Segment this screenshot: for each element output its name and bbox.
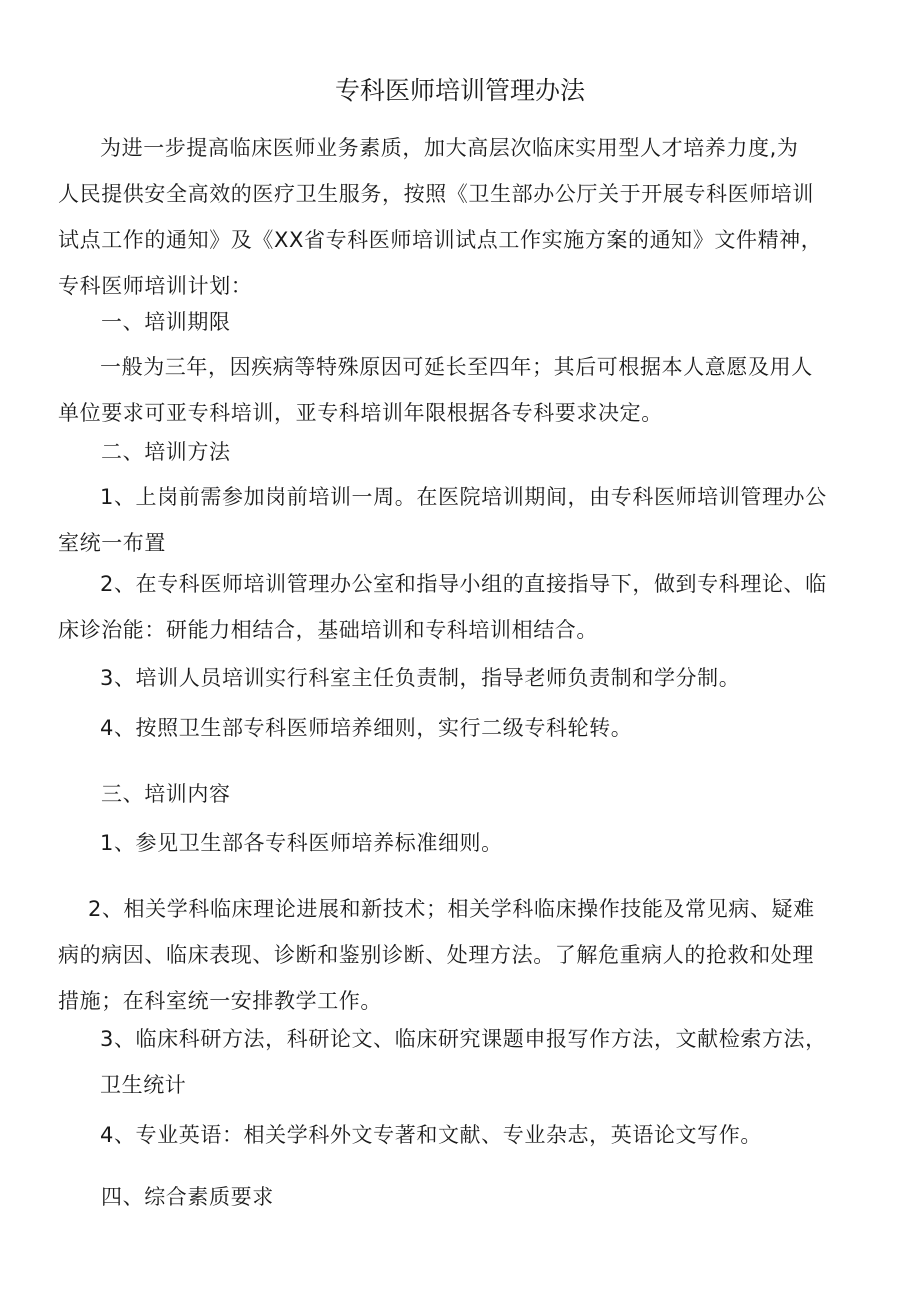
section-heading-4: 四、综合素质要求 [101, 1185, 274, 1209]
section-heading-3: 三、培训内容 [101, 782, 231, 806]
body-line: 1、上岗前需参加岗前培训一周。在医院培训期间，由专科医师培训管理办公 [100, 485, 827, 509]
body-line: 卫生统计 [100, 1073, 187, 1097]
body-line: 2、相关学科临床理论进展和新技术；相关学科临床操作技能及常见病、疑难 [88, 897, 815, 921]
body-line: 一般为三年，因疾病等特殊原因可延长至四年；其后可根据本人意愿及用人 [100, 355, 813, 379]
body-line: 室统一布置 [58, 531, 166, 555]
intro-line: 为进一步提高临床医师业务素质，加大高层次临床实用型人才培养力度,为 [100, 136, 799, 160]
section-1-body [58, 344, 813, 436]
section-2-item-1 [58, 474, 827, 566]
document-title: 专科医师培训管理办法 [334, 76, 585, 105]
body-line: 2、在专科医师培训管理办公室和指导小组的直接指导下，做到专科理论、临 [100, 572, 827, 596]
section-3-item-1: 1、参见卫生部各专科医师培养标准细则。 [100, 831, 503, 855]
section-heading-2: 二、培训方法 [101, 440, 231, 464]
section-3-item-4: 4、专业英语：相关学科外文专著和文献、专业杂志，英语论文写作。 [100, 1123, 762, 1147]
intro-line: 试点工作的通知》及《XX省专科医师培训试点工作实施方案的通知》文件精神， [58, 228, 823, 252]
body-line: 措施；在科室统一安排教学工作。 [58, 989, 382, 1013]
body-line: 3、临床科研方法，科研论文、临床研究课题申报写作方法，文献检索方法， [100, 1027, 827, 1051]
section-3-item-3 [100, 1016, 827, 1108]
section-2-item-3: 3、培训人员培训实行科室主任负责制，指导老师负责制和学分制。 [100, 666, 741, 690]
section-3-item-2 [58, 886, 815, 1024]
intro-paragraph [58, 125, 822, 309]
section-heading-1: 一、培训期限 [101, 310, 231, 334]
section-2-item-2 [58, 561, 827, 653]
body-line: 病的病因、临床表现、诊断和鉴别诊断、处理方法。了解危重病人的抢救和处理 [58, 943, 814, 967]
intro-line: 专科医师培训计划： [58, 274, 253, 298]
body-line: 单位要求可亚专科培训，亚专科培训年限根据各专科要求决定。 [58, 401, 663, 425]
section-2-item-4: 4、按照卫生部专科医师培养细则，实行二级专科轮转。 [100, 716, 633, 740]
body-line: 床诊治能：研能力相结合，基础培训和专科培训相结合。 [58, 618, 598, 642]
intro-line: 人民提供安全高效的医疗卫生服务，按照《卫生部办公厅关于开展专科医师培训 [58, 182, 814, 206]
